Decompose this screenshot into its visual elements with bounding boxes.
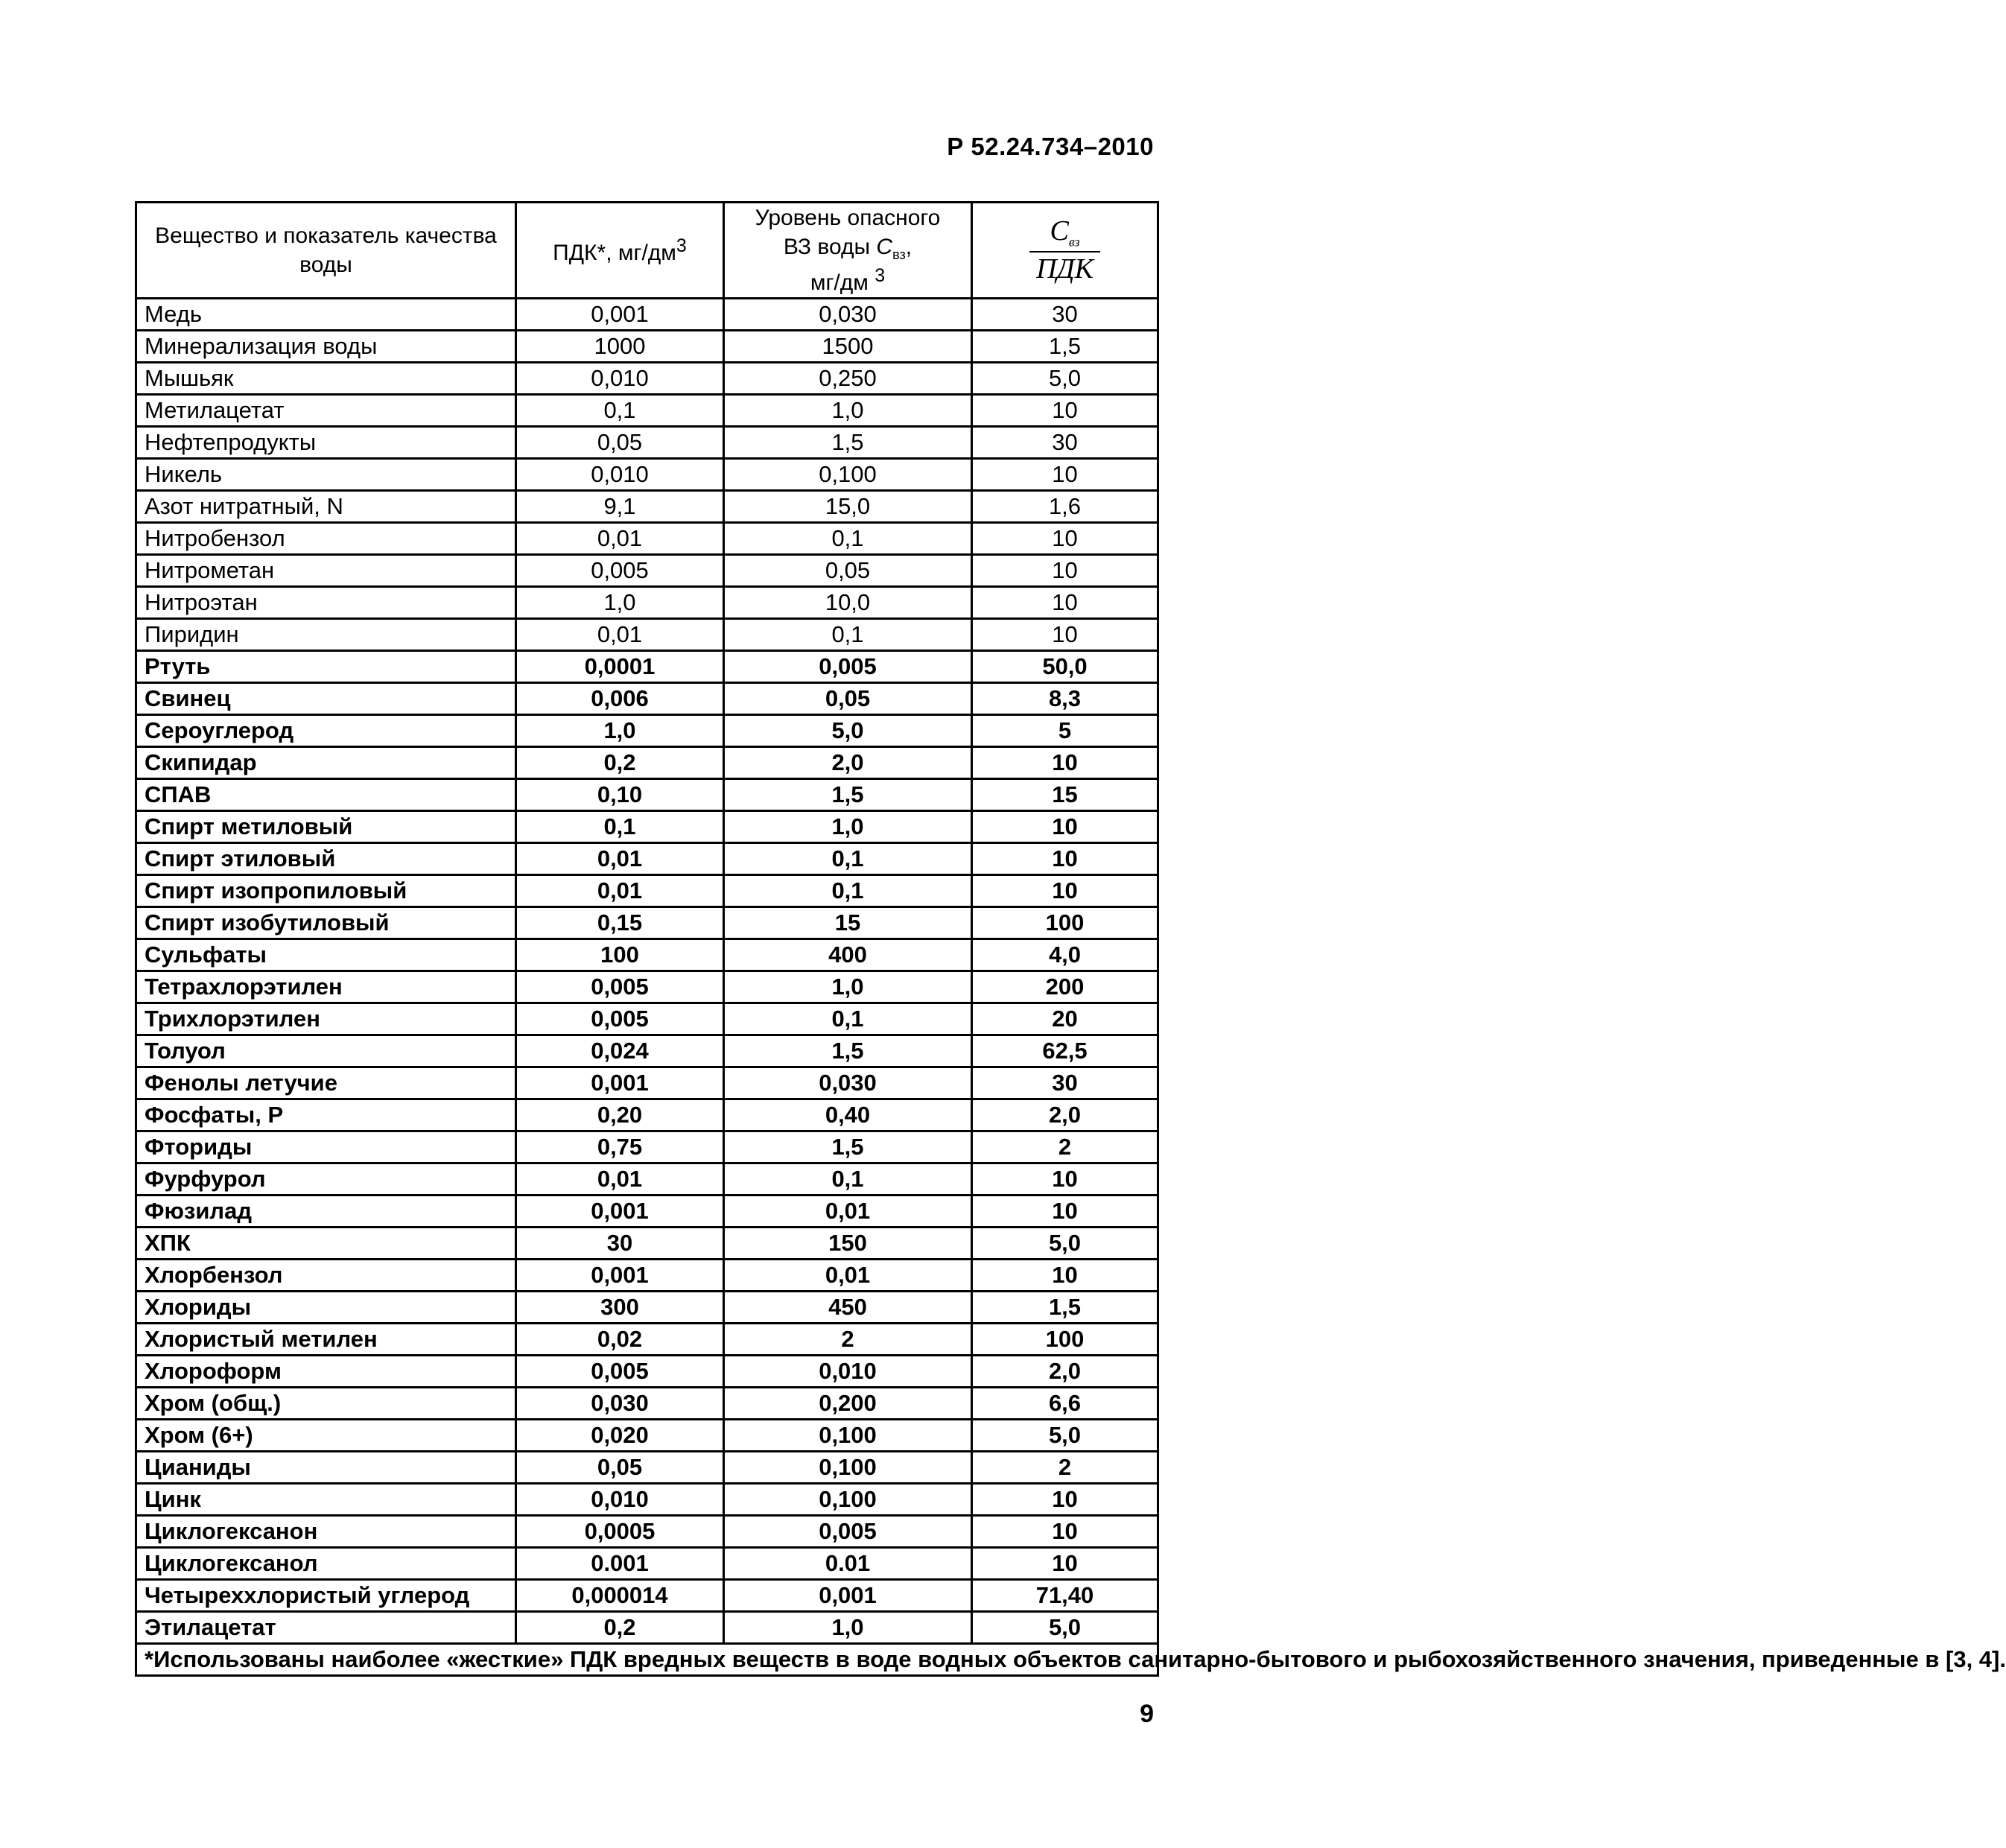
substance-cell: Спирт изобутиловый [136, 907, 516, 939]
pdk-cell: 0,001 [516, 1067, 724, 1099]
substance-cell: Спирт метиловый [136, 811, 516, 843]
ratio-cell: 1,5 [972, 1292, 1158, 1324]
level-cell: 0,01 [724, 1196, 972, 1228]
substance-cell: Нитробензол [136, 523, 516, 555]
pdk-cell: 0,01 [516, 523, 724, 555]
ratio-fraction [1029, 216, 1101, 285]
pdk-cell: 0,02 [516, 1324, 724, 1356]
substance-cell: Нефтепродукты [136, 427, 516, 459]
level-cell: 0,01 [724, 1260, 972, 1292]
pdk-cell: 0,005 [516, 1003, 724, 1035]
level-cell: 0,010 [724, 1356, 972, 1388]
substance-cell: Фенолы летучие [136, 1067, 516, 1099]
ratio-numerator [1029, 216, 1101, 253]
pdk-cell: 300 [516, 1292, 724, 1324]
table-row [136, 1099, 1158, 1131]
level-cell: 0,100 [724, 1452, 972, 1484]
table-row [136, 619, 1158, 651]
pdk-table [135, 201, 2006, 1677]
substance-cell: Пиридин [136, 619, 516, 651]
ratio-cell: 5 [972, 715, 1158, 747]
level-cell: 0,05 [724, 555, 972, 587]
pdk-cell: 0,000014 [516, 1580, 724, 1612]
substance-cell: Цинк [136, 1484, 516, 1516]
header-level-line1: Уровень опасного [755, 206, 941, 230]
substance-cell: Четыреххлористый углерод [136, 1580, 516, 1612]
substance-cell: Метилацетат [136, 395, 516, 427]
level-cell: 0,005 [724, 651, 972, 683]
pdk-cell: 30 [516, 1228, 724, 1260]
substance-cell: Циклогексанон [136, 1516, 516, 1548]
substance-cell: Хром (6+) [136, 1420, 516, 1452]
substance-cell: Минерализация воды [136, 331, 516, 363]
pdk-cell: 0,010 [516, 363, 724, 395]
ratio-cell: 100 [972, 1324, 1158, 1356]
table-row [136, 1388, 1158, 1420]
level-cell: 0,100 [724, 459, 972, 491]
pdk-cell: 0,01 [516, 619, 724, 651]
substance-cell: Скипидар [136, 747, 516, 779]
pdk-cell: 100 [516, 939, 724, 971]
pdk-cell: 0,020 [516, 1420, 724, 1452]
level-cell: 2,0 [724, 747, 972, 779]
ratio-cell: 5,0 [972, 363, 1158, 395]
pdk-cell: 0,01 [516, 843, 724, 875]
table-row [136, 1131, 1158, 1163]
table-row [136, 747, 1158, 779]
substance-cell: Фюзилад [136, 1196, 516, 1228]
ratio-cell: 10 [972, 875, 1158, 907]
substance-cell: Хлороформ [136, 1356, 516, 1388]
ratio-cell: 10 [972, 523, 1158, 555]
ratio-cell: 2 [972, 1131, 1158, 1163]
substance-cell: Азот нитратный, N [136, 491, 516, 523]
ratio-cell: 30 [972, 427, 1158, 459]
table-row [136, 683, 1158, 715]
substance-cell: Циклогексанол [136, 1548, 516, 1580]
ratio-numerator-symbol: С [1050, 215, 1069, 247]
table-row [136, 1356, 1158, 1388]
pdk-cell: 1000 [516, 331, 724, 363]
table-row [136, 1228, 1158, 1260]
table-row [136, 1163, 1158, 1196]
pdk-cell: 0,2 [516, 747, 724, 779]
substance-cell: Хром (общ.) [136, 1388, 516, 1420]
ratio-cell: 10 [972, 747, 1158, 779]
substance-cell: Спирт изопропиловый [136, 875, 516, 907]
substance-cell: Фосфаты, Р [136, 1099, 516, 1131]
ratio-cell: 10 [972, 1516, 1158, 1548]
header-level-line3: мг/дм [810, 270, 875, 296]
pdk-cell: 0,20 [516, 1099, 724, 1131]
header-level-symbol: С [876, 235, 893, 259]
level-cell: 450 [724, 1292, 972, 1324]
table-row [136, 1612, 1158, 1644]
ratio-cell: 50,0 [972, 651, 1158, 683]
pdk-cell: 0,001 [516, 1196, 724, 1228]
pdk-cell: 0,024 [516, 1035, 724, 1067]
table-row [136, 491, 1158, 523]
ratio-cell: 30 [972, 299, 1158, 331]
ratio-cell: 1,6 [972, 491, 1158, 523]
substance-cell: Хлориды [136, 1292, 516, 1324]
pdk-cell: 0,01 [516, 875, 724, 907]
header-pdk-sup: 3 [676, 235, 687, 256]
level-cell: 0,005 [724, 1516, 972, 1548]
ratio-cell: 71,40 [972, 1580, 1158, 1612]
pdk-cell: 0,001 [516, 1260, 724, 1292]
level-cell: 1,0 [724, 971, 972, 1003]
table-row [136, 651, 1158, 683]
ratio-cell: 200 [972, 971, 1158, 1003]
ratio-cell: 10 [972, 1196, 1158, 1228]
level-cell: 1,0 [724, 395, 972, 427]
ratio-cell: 10 [972, 619, 1158, 651]
pdk-cell: 0,001 [516, 299, 724, 331]
ratio-cell: 10 [972, 587, 1158, 619]
ratio-cell: 2 [972, 1452, 1158, 1484]
pdk-cell: 0,0005 [516, 1516, 724, 1548]
ratio-cell: 4,0 [972, 939, 1158, 971]
table-row [136, 555, 1158, 587]
level-cell: 0,250 [724, 363, 972, 395]
substance-cell: Цианиды [136, 1452, 516, 1484]
pdk-cell: 0,010 [516, 1484, 724, 1516]
level-cell: 10,0 [724, 587, 972, 619]
pdk-cell: 1,0 [516, 587, 724, 619]
table-row [136, 779, 1158, 811]
pdk-cell: 0,1 [516, 811, 724, 843]
ratio-cell: 5,0 [972, 1612, 1158, 1644]
header-pdk-label: ПДК*, мг/дм [553, 240, 676, 265]
table-row [136, 1548, 1158, 1580]
footnote-row [136, 1644, 1158, 1676]
substance-cell: Медь [136, 299, 516, 331]
table-row [136, 363, 1158, 395]
level-cell: 0,05 [724, 683, 972, 715]
document-code: Р 52.24.734–2010 [947, 133, 1154, 160]
table-row [136, 523, 1158, 555]
table-row [136, 427, 1158, 459]
level-cell: 1,5 [724, 427, 972, 459]
table-row [136, 1292, 1158, 1324]
table-row [136, 1003, 1158, 1035]
table-row [136, 1580, 1158, 1612]
pdk-cell: 0,15 [516, 907, 724, 939]
header-danger-level [724, 203, 972, 299]
substance-cell: Спирт этиловый [136, 843, 516, 875]
table-row [136, 331, 1158, 363]
header-substance: Вещество и показатель качества воды [136, 203, 516, 299]
substance-cell: Сульфаты [136, 939, 516, 971]
table-row [136, 395, 1158, 427]
table-row [136, 459, 1158, 491]
level-cell: 15,0 [724, 491, 972, 523]
level-cell: 0,030 [724, 299, 972, 331]
pdk-cell: 0,005 [516, 1356, 724, 1388]
ratio-cell: 30 [972, 1067, 1158, 1099]
pdk-cell: 0,030 [516, 1388, 724, 1420]
pdk-cell: 0,0001 [516, 651, 724, 683]
substance-cell: Нитроэтан [136, 587, 516, 619]
ratio-cell: 62,5 [972, 1035, 1158, 1067]
pdk-cell: 0,05 [516, 427, 724, 459]
substance-cell: Тетрахлорэтилен [136, 971, 516, 1003]
level-cell: 0,100 [724, 1484, 972, 1516]
substance-cell: Никель [136, 459, 516, 491]
pdk-cell: 0,05 [516, 1452, 724, 1484]
level-cell: 0,001 [724, 1580, 972, 1612]
level-cell: 0,1 [724, 523, 972, 555]
pdk-cell: 9,1 [516, 491, 724, 523]
table-footnote: *Использованы наиболее «жесткие» ПДК вредных веществ в воде водных объектов санитарно-бытового и рыбохозяйственного значения, приведенные в [3, 4]. [136, 1644, 1158, 1676]
table-row [136, 299, 1158, 331]
table-row [136, 1516, 1158, 1548]
substance-cell: Хлористый метилен [136, 1324, 516, 1356]
level-cell: 0,200 [724, 1388, 972, 1420]
substance-cell: Фториды [136, 1131, 516, 1163]
ratio-cell: 10 [972, 1260, 1158, 1292]
pdk-cell: 1,0 [516, 715, 724, 747]
substance-cell: Мышьяк [136, 363, 516, 395]
level-cell: 0,1 [724, 843, 972, 875]
level-cell: 1500 [724, 331, 972, 363]
level-cell: 0.01 [724, 1548, 972, 1580]
level-cell: 1,5 [724, 779, 972, 811]
ratio-cell: 5,0 [972, 1420, 1158, 1452]
table-row [136, 939, 1158, 971]
level-cell: 5,0 [724, 715, 972, 747]
header-pdk [516, 203, 724, 299]
level-cell: 0,1 [724, 875, 972, 907]
level-cell: 1,0 [724, 1612, 972, 1644]
header-ratio [972, 203, 1158, 299]
table-row [136, 875, 1158, 907]
ratio-cell: 10 [972, 1163, 1158, 1196]
table-row [136, 715, 1158, 747]
substance-cell: Сероуглерод [136, 715, 516, 747]
table-row [136, 1452, 1158, 1484]
table-row [136, 907, 1158, 939]
level-cell: 400 [724, 939, 972, 971]
table-row [136, 1067, 1158, 1099]
pdk-cell: 0,005 [516, 555, 724, 587]
ratio-cell: 10 [972, 555, 1158, 587]
level-cell: 15 [724, 907, 972, 939]
substance-cell: СПАВ [136, 779, 516, 811]
pdk-cell: 0,01 [516, 1163, 724, 1196]
level-cell: 150 [724, 1228, 972, 1260]
ratio-cell: 10 [972, 459, 1158, 491]
substance-cell: Хлорбензол [136, 1260, 516, 1292]
ratio-cell: 20 [972, 1003, 1158, 1035]
substance-cell: Толуол [136, 1035, 516, 1067]
level-cell: 0,030 [724, 1067, 972, 1099]
table-row [136, 1420, 1158, 1452]
ratio-cell: 10 [972, 1484, 1158, 1516]
ratio-cell: 6,6 [972, 1388, 1158, 1420]
level-cell: 0,1 [724, 619, 972, 651]
level-cell: 0,40 [724, 1099, 972, 1131]
table-row [136, 971, 1158, 1003]
header-level-line3-sup: 3 [875, 265, 886, 287]
pdk-cell: 0,005 [516, 971, 724, 1003]
ratio-cell: 2,0 [972, 1356, 1158, 1388]
level-cell: 1,0 [724, 811, 972, 843]
table-header-row [136, 203, 1158, 299]
substance-cell: Нитрометан [136, 555, 516, 587]
pdk-cell: 0,10 [516, 779, 724, 811]
ratio-cell: 10 [972, 843, 1158, 875]
substance-cell: Фурфурол [136, 1163, 516, 1196]
level-cell: 1,5 [724, 1131, 972, 1163]
table-body [136, 299, 1158, 1644]
ratio-cell: 1,5 [972, 331, 1158, 363]
ratio-denominator: ПДК [1036, 253, 1094, 285]
header-level-line2-end: , [905, 235, 912, 259]
pdk-cell: 0,010 [516, 459, 724, 491]
ratio-cell: 10 [972, 395, 1158, 427]
table-row [136, 1260, 1158, 1292]
table-row [136, 1196, 1158, 1228]
header-level-symbol-sub: вз [892, 247, 906, 262]
table-row [136, 1035, 1158, 1067]
ratio-cell: 5,0 [972, 1228, 1158, 1260]
table-row [136, 1484, 1158, 1516]
pdk-cell: 0.001 [516, 1548, 724, 1580]
header-level-line2: ВЗ воды [783, 235, 877, 259]
level-cell: 0,100 [724, 1420, 972, 1452]
level-cell: 1,5 [724, 1035, 972, 1067]
substance-cell: Трихлорэтилен [136, 1003, 516, 1035]
table-row [136, 811, 1158, 843]
pdk-cell: 0,1 [516, 395, 724, 427]
ratio-cell: 10 [972, 811, 1158, 843]
page-number: 9 [1140, 1700, 1154, 1728]
ratio-cell: 100 [972, 907, 1158, 939]
pdk-cell: 0,006 [516, 683, 724, 715]
ratio-cell: 10 [972, 1548, 1158, 1580]
substance-cell: Этилацетат [136, 1612, 516, 1644]
pdk-cell: 0,75 [516, 1131, 724, 1163]
ratio-cell: 8,3 [972, 683, 1158, 715]
level-cell: 2 [724, 1324, 972, 1356]
table-row [136, 843, 1158, 875]
substance-cell: Свинец [136, 683, 516, 715]
ratio-cell: 2,0 [972, 1099, 1158, 1131]
level-cell: 0,1 [724, 1163, 972, 1196]
table-row [136, 1324, 1158, 1356]
ratio-numerator-sub: вз [1068, 234, 1080, 250]
substance-cell: Ртуть [136, 651, 516, 683]
pdk-cell: 0,2 [516, 1612, 724, 1644]
table-row [136, 587, 1158, 619]
substance-cell: ХПК [136, 1228, 516, 1260]
level-cell: 0,1 [724, 1003, 972, 1035]
ratio-cell: 15 [972, 779, 1158, 811]
